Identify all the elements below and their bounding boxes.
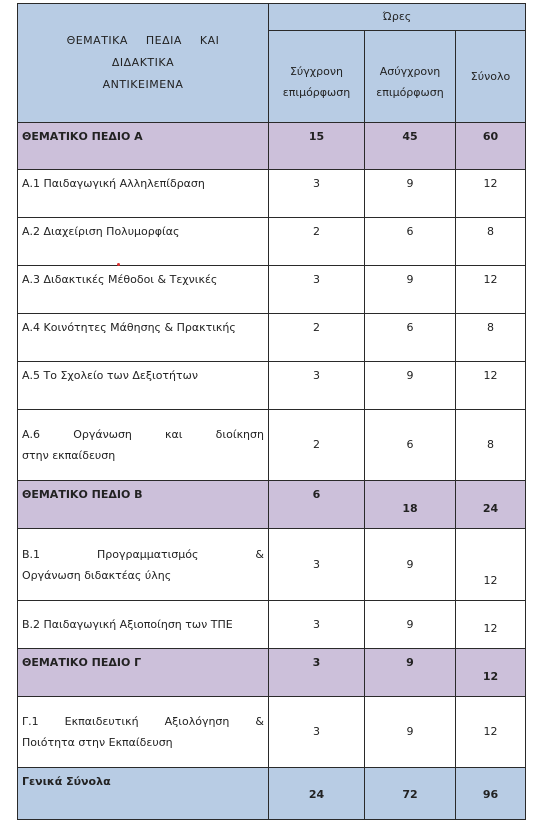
row-label: Α.2 Διαχείριση Πολυμορφίας [18, 218, 269, 266]
row-total: 12 [456, 697, 526, 768]
header-title-line1: ΘΕΜΑΤΙΚΑ ΠΕΔΙΑ ΚΑΙ [66, 34, 220, 47]
row-sync: 6 [269, 481, 365, 529]
row-label [18, 697, 269, 768]
row-async: 9 [365, 649, 456, 697]
row-label: Α.4 Κοινότητες Μάθησης & Πρακτικής [18, 314, 269, 362]
row-total: 60 [456, 123, 526, 170]
table-row [18, 362, 526, 410]
row-label-line1: Α.6 Οργάνωση και διοίκηση [22, 428, 264, 441]
row-total: 12 [456, 649, 526, 697]
row-total: 8 [456, 314, 526, 362]
table-row [18, 170, 526, 218]
row-async: 45 [365, 123, 456, 170]
row-label: Γενικά Σύνολα [18, 768, 269, 820]
row-sync: 24 [269, 768, 365, 820]
row-label [18, 529, 269, 601]
header-async [365, 31, 456, 123]
table-row [18, 649, 526, 697]
row-sync: 2 [269, 410, 365, 481]
row-async: 6 [365, 314, 456, 362]
row-async: 18 [365, 481, 456, 529]
row-label-line2: Οργάνωση διδακτέας ύλης [22, 568, 172, 582]
row-sync: 3 [269, 697, 365, 768]
header-title-line3: ΑΝΤΙΚΕΙΜΕΝΑ [102, 78, 184, 91]
header-sync-line2: επιμόρφωση [282, 85, 351, 99]
row-label-line2: Ποιότητα στην Εκπαίδευση [22, 736, 173, 749]
header-total: Σύνολο [456, 31, 526, 123]
red-mark [117, 263, 120, 266]
row-sync: 15 [269, 123, 365, 170]
header-title-cell [18, 4, 269, 123]
row-async: 9 [365, 170, 456, 218]
table-row [18, 529, 526, 601]
row-total: 8 [456, 410, 526, 481]
header-sync-line1: Σύγχρονη [289, 64, 343, 78]
row-label: ΘΕΜΑΤΙΚΟ ΠΕΔΙΟ Β [18, 481, 269, 529]
row-sync: 3 [269, 170, 365, 218]
table-row [18, 481, 526, 529]
row-label [18, 410, 269, 481]
row-async: 9 [365, 362, 456, 410]
row-total: 8 [456, 218, 526, 266]
row-total: 12 [456, 529, 526, 601]
row-async: 9 [365, 266, 456, 314]
header-title-line2: ΔΙΔΑΚΤΙΚΑ [111, 56, 175, 69]
row-total: 12 [456, 170, 526, 218]
hours-table [17, 3, 526, 820]
row-total: 12 [456, 601, 526, 649]
header-sync [269, 31, 365, 123]
table-row [18, 697, 526, 768]
row-total: 12 [456, 362, 526, 410]
row-async: 9 [365, 601, 456, 649]
row-total: 12 [456, 266, 526, 314]
row-async: 9 [365, 697, 456, 768]
table-row [18, 410, 526, 481]
row-async: 72 [365, 768, 456, 820]
row-sync: 3 [269, 649, 365, 697]
row-async: 6 [365, 410, 456, 481]
header-async-line1: Ασύγχρονη [379, 64, 441, 78]
row-async: 6 [365, 218, 456, 266]
table-row [18, 314, 526, 362]
row-label-line2: στην εκπαίδευση [22, 449, 116, 462]
row-sync: 3 [269, 266, 365, 314]
row-sync: 3 [269, 529, 365, 601]
row-label: ΘΕΜΑΤΙΚΟ ΠΕΔΙΟ Γ [18, 649, 269, 697]
table-row [18, 601, 526, 649]
row-label-line1: Γ.1 Εκπαιδευτική Αξιολόγηση & [22, 715, 264, 728]
row-total: 24 [456, 481, 526, 529]
table-row [18, 218, 526, 266]
header-hours: Ώρες [269, 4, 526, 31]
table-row [18, 266, 526, 314]
row-label-line1: Β.1 Προγραμματισμός & [22, 547, 264, 561]
table-row [18, 768, 526, 820]
row-async: 9 [365, 529, 456, 601]
row-sync: 3 [269, 362, 365, 410]
header-async-line2: επιμόρφωση [376, 85, 444, 99]
row-total: 96 [456, 768, 526, 820]
table-row [18, 123, 526, 170]
row-sync: 2 [269, 218, 365, 266]
row-sync: 3 [269, 601, 365, 649]
row-label: Α.3 Διδακτικές Μέθοδοι & Τεχνικές [18, 266, 269, 314]
row-sync: 2 [269, 314, 365, 362]
row-label: ΘΕΜΑΤΙΚΟ ΠΕΔΙΟ Α [18, 123, 269, 170]
row-label: Β.2 Παιδαγωγική Αξιοποίηση των ΤΠΕ [18, 601, 269, 649]
row-label: Α.1 Παιδαγωγική Αλληλεπίδραση [18, 170, 269, 218]
row-label: Α.5 Το Σχολείο των Δεξιοτήτων [18, 362, 269, 410]
